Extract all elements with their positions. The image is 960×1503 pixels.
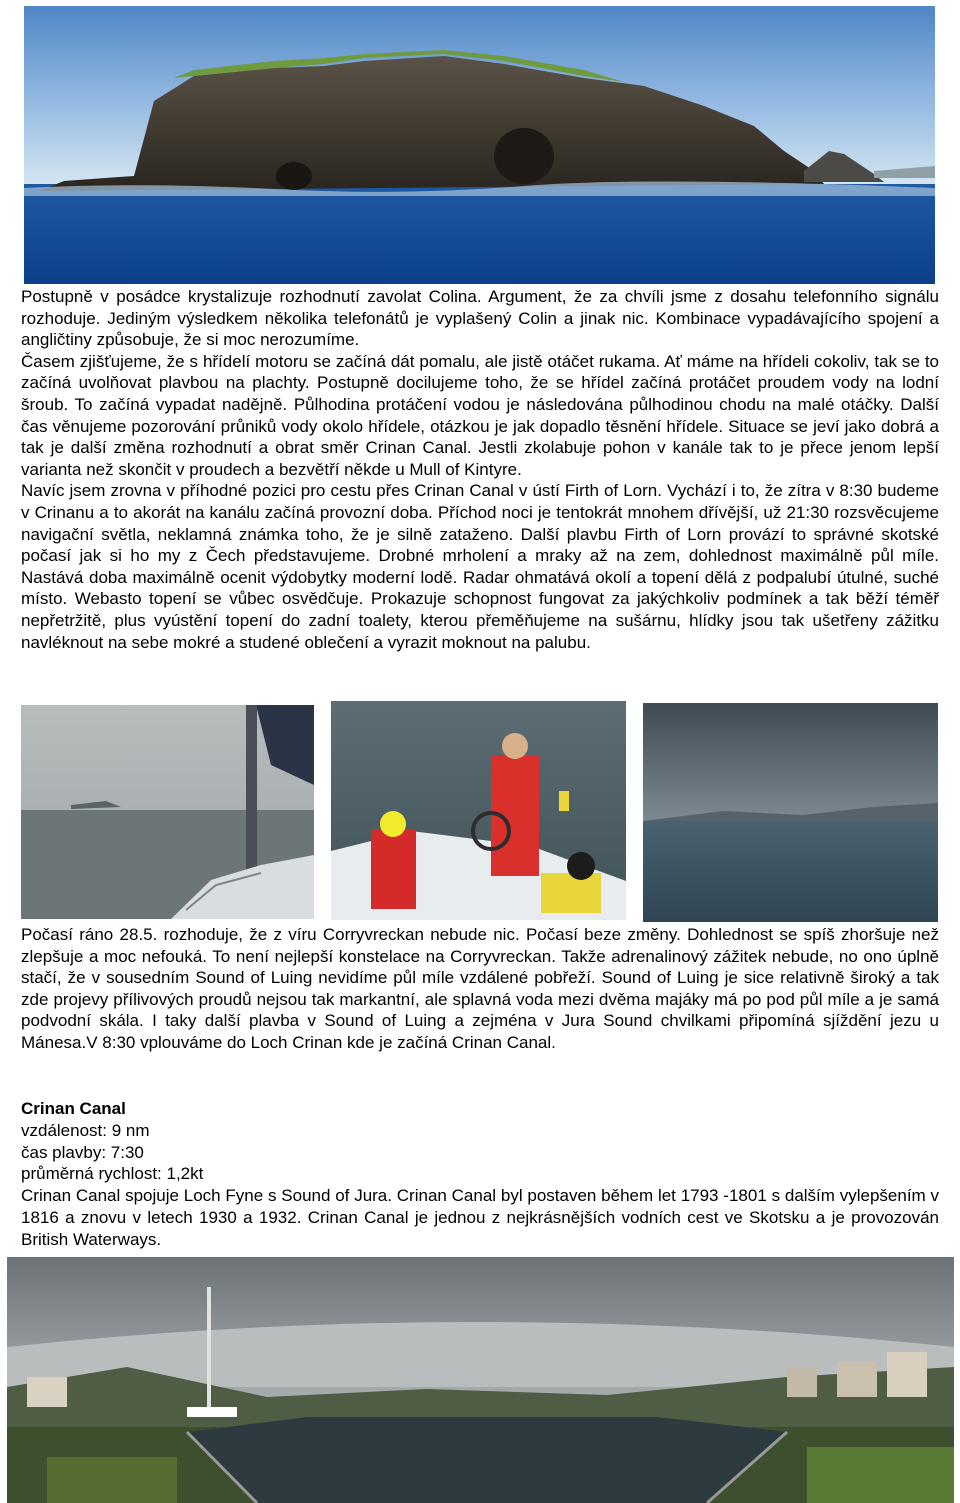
crinan-canal-section xyxy=(21,1098,939,1251)
duration-line: čas plavby: 7:30 xyxy=(21,1142,144,1162)
paragraph-2: Časem zjišťujeme, že s hřídelí motoru se začíná dát pomalu, ale jistě otáčet rukama. Ať máme na hřídeli cokoliv, tak se to začíná uvolňovat plavbou na plachty. Postupně docilujeme toho, že se hřídel začíná protáčet proudem vody na lodní šroub. To začíná vypadat nadějně. Půlhodina protáčení vodou je následována půlhodinou chodu na malé otáčky. Další čas věnujeme pozorování průniků vody okolo hřídele, otázkou je jak dopadlo těsnění hřídele. Situace se jeví jako dobrá a tak je další změna rozhodnutí a obrat směr Crinan Canal. Jestli zkolabuje pohon v kanále tak to je přece jenom lepší varianta než skončit v proudech a bezvětří někde u Mull of Kintyre. xyxy=(21,351,939,479)
text-block-2 xyxy=(21,924,939,1054)
crew-photo xyxy=(331,701,626,920)
paragraph-1: Postupně v posádce krystalizuje rozhodnutí zavolat Colina. Argument, že za chvíli jsme z dosahu telefonního signálu rozhoduje. Jediným výsledkem několika telefonátů je vyplašený Colin a jinak nic. Kombinace vypadávajícího spojení a angličtiny způsobuje, že si moc nerozumíme. xyxy=(21,287,939,350)
avg-speed-line: průměrná rychlost: 1,2kt xyxy=(21,1164,204,1184)
paragraph-4: Počasí ráno 28.5. rozhoduje, že z víru Corryvreckan nebude nic. Počasí beze změny. Dohlednost se spíš zhoršuje než zlepšuje a moc nefouká. To není nejlepší konstelace na Corryvreckan. Takže adrenalinový zážitek nebude, no ono úplně stačí, že v sousedním Sound of Luing nevidíme půl míle vzdálené pobřeží. Sound of Luing je sice relativně široký a tak zde projevy přílivových proudů nejsou tak markantní, ale splavná voda mezi dvěma majáky má po pod půl míle a je samá podvodní skála. I taky další plavba v Sound of Luing a zejména v Jura Sound chvilkami připomíná sjíždění jezu u Mánesa.V 8:30 vplouváme do Loch Crinan kde je začíná Crinan Canal. xyxy=(21,925,939,1052)
section-description: Crinan Canal spojuje Loch Fyne s Sound of Jura. Crinan Canal byl postaven během let 1793 -1801 s dalším vylepšením v 1816 a znovu v letech 1930 a 1932. Crinan Canal je jednou z nejkrásnějších vodních cest ve Skotsku a je provozován British Waterways. xyxy=(21,1186,939,1249)
foggy-deck-photo xyxy=(21,705,314,919)
stormy-sea-photo xyxy=(643,703,938,922)
distance-line: vzdálenost: 9 nm xyxy=(21,1120,150,1140)
island-photo xyxy=(24,6,935,284)
section-heading: Crinan Canal xyxy=(21,1099,126,1118)
paragraph-3: Navíc jsem zrovna v příhodné pozici pro cestu přes Crinan Canal v ústí Firth of Lorn. Vychází i to, že zítra v 8:30 budeme v Crinanu a to akorát na kanálu začíná provozní doba. Příchod noci je tentokrát mnohem dřívější, už 21:30 rozsvěcujeme navigační světla, neklamná známka toho, že je silně zataženo. Další plavbu Firth of Lorn provází to správné skotské počasí jak si ho my z Čech představujeme. Drobné mrholení a mraky až na zem, dohlednost maximálně půl míle. Nastává doba maximálně ocenit výdobytky moderní lodě. Radar ohmatává okolí a topení dělá z podpalubí útulné, suché místo. Webasto topení se vůbec osvědčuje. Prokazuje schopnost fungovat za jakýchkoliv podmínek a tak běží téměř nepřetržitě, plus vyústění topení do zadní toalety, kterou přeměňujeme na sušárnu, hlídky jsou tak ušetřeny zážitku navléknout na sebe mokré a studené oblečení a vyrazit moknout na palubu. xyxy=(21,481,939,652)
canal-panorama-photo xyxy=(7,1257,954,1503)
text-block-1 xyxy=(21,286,939,653)
